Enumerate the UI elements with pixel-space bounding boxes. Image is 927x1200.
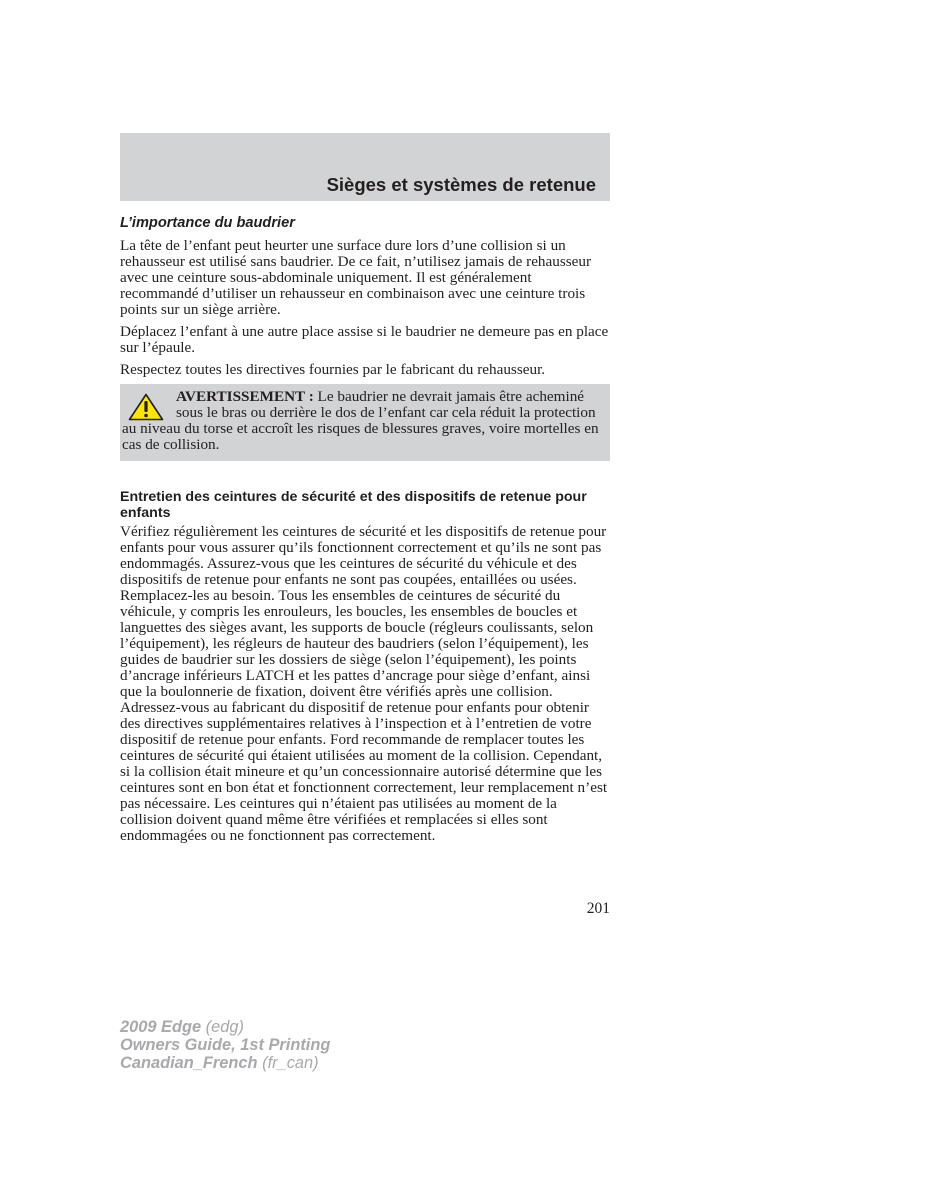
footer-line-guide	[120, 1036, 330, 1054]
footer-line-language	[120, 1054, 330, 1072]
page-number: 201	[586, 900, 610, 917]
spacer	[120, 461, 610, 489]
footer-language: Canadian_French	[120, 1054, 258, 1072]
warning-text	[122, 389, 606, 453]
section-heading-shoulder-belt: L’importance du baudrier	[120, 215, 295, 231]
chapter-header-band	[120, 133, 610, 201]
chapter-title: Sièges et systèmes de retenue	[326, 174, 596, 195]
warning-box	[120, 384, 610, 461]
section-heading-maintenance: Entretien des ceintures de sécurité et des dispositifs de retenue pour enfants	[120, 489, 587, 521]
footer-guide: Owners Guide, 1st Printing	[120, 1036, 331, 1054]
document-footer	[120, 1018, 330, 1072]
page-content	[120, 215, 610, 850]
footer-model-code: (edg)	[205, 1018, 244, 1036]
body-paragraph: Respectez toutes les directives fournies par le fabricant du rehausseur.	[120, 361, 546, 378]
body-paragraph: Déplacez l’enfant à une autre place assise si le baudrier ne demeure pas en place sur l’épaule.	[120, 323, 609, 356]
body-paragraph: Vérifiez régulièrement les ceintures de sécurité et les dispositifs de retenue pour enfants pour vous assurer qu’ils fonctionnent correctement et qu’ils ne sont pas endommagés. Assurez-vous que les ceintures de sécurité du véhicule et des dispositifs de retenue pour enfants ne sont pas coupées, entaillées ou usées. Remplacez-les au besoin. Tous les ensembles de ceintures de sécurité du véhicule, y compris les enrouleurs, les boucles, les ensembles de boucles et languettes des sièges avant, les supports de boucle (régleurs coulissants, selon l’équipement), les régleurs de hauteur des baudriers (selon l’équipement), les guides de baudrier sur les dossiers de siège (selon l’équipement), les points d’ancrage inférieurs LATCH et les pattes d’ancrage pour siège d’enfant, ainsi que la boulonnerie de fixation, doivent être vérifiés après une collision. Adressez-vous au fabricant du dispositif de retenue pour enfants pour obtenir des directives supplémentaires relatives à l’inspection et à l’entretien de votre dispositif de retenue pour enfants. Ford recommande de remplacer toutes les ceintures de sécurité qui étaient utilisées au moment de la collision. Cependant, si la collision était mineure et qu’un concessionnaire autorisé détermine que les ceintures sont en bon état et fonctionnent correctement, leur remplacement n’est pas nécessaire. Les ceintures qui n’étaient pas utilisées au moment de la collision doivent quand même être vérifiées et remplacées si elles sont endommagées ou ne fonctionnent pas correctement.	[120, 523, 608, 844]
warning-triangle-icon	[128, 393, 164, 421]
footer-language-code: (fr_can)	[262, 1054, 319, 1072]
footer-line-model	[120, 1018, 330, 1036]
warning-body: Le baudrier ne devrait jamais être acheminé sous le bras ou derrière le dos de l’enfant car cela réduit la protection au niveau du torse et accroît les risques de blessures graves, voire mortelles en cas de collision.	[122, 388, 599, 453]
footer-model: 2009 Edge	[120, 1018, 202, 1036]
warning-label: AVERTISSEMENT :	[176, 388, 314, 405]
body-paragraph: La tête de l’enfant peut heurter une surface dure lors d’une collision si un rehausseur est utilisé sans baudrier. De ce fait, n’utilisez jamais de rehausseur avec une ceinture sous-abdominale uniquement. Il est généralement recommandé d’utiliser un rehausseur en combinaison avec une ceinture trois points sur un siège arrière.	[120, 237, 592, 318]
